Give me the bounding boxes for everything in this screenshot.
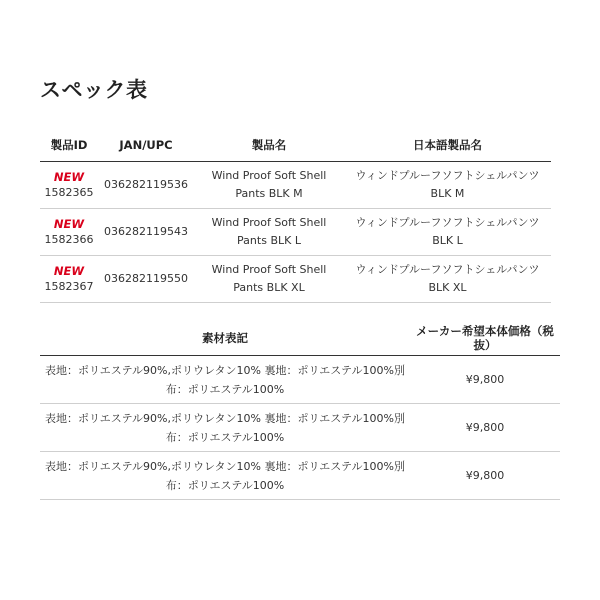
jan-code: 036282119550 xyxy=(98,256,194,303)
column-header-jan-upc: JAN/UPC xyxy=(98,128,194,162)
material-description: 表地：ポリエステル90%,ポリウレタン10% 裏地：ポリエステル100%別布：ポリエステル100% xyxy=(40,452,410,500)
product-id: 1582365 xyxy=(44,185,94,199)
product-name: Wind Proof Soft Shell Pants BLK XL xyxy=(194,256,344,303)
material-description: 表地：ポリエステル90%,ポリウレタン10% 裏地：ポリエステル100%別布：ポリエステル100% xyxy=(40,356,410,404)
japanese-product-name: ウィンドプルーフソフトシェルパンツ BLK L xyxy=(344,209,551,256)
japanese-product-name: ウィンドプルーフソフトシェルパンツ BLK XL xyxy=(344,256,551,303)
table-row xyxy=(40,162,551,209)
page-title: スペック表 xyxy=(40,78,148,102)
product-id-cell xyxy=(40,209,98,256)
table-row xyxy=(40,256,551,303)
column-header-product-name: 製品名 xyxy=(194,128,344,162)
product-id: 1582366 xyxy=(44,232,94,246)
table-row xyxy=(40,404,560,452)
price: ¥9,800 xyxy=(410,356,560,404)
product-spec-table xyxy=(40,128,551,303)
column-header-product-id: 製品ID xyxy=(40,128,98,162)
material-table-header-row xyxy=(40,320,560,356)
column-header-material: 素材表記 xyxy=(40,320,410,356)
jan-code: 036282119543 xyxy=(98,209,194,256)
price: ¥9,800 xyxy=(410,404,560,452)
new-badge: NEW xyxy=(53,263,85,278)
product-id: 1582367 xyxy=(44,279,94,293)
product-name: Wind Proof Soft Shell Pants BLK L xyxy=(194,209,344,256)
product-id-cell xyxy=(40,256,98,303)
product-id-cell xyxy=(40,162,98,209)
material-price-table xyxy=(40,320,560,500)
table-row xyxy=(40,356,560,404)
new-badge: NEW xyxy=(53,169,85,184)
material-description: 表地：ポリエステル90%,ポリウレタン10% 裏地：ポリエステル100%別布：ポリエステル100% xyxy=(40,404,410,452)
column-header-price: メーカー希望本体価格（税抜） xyxy=(410,320,560,356)
column-header-japanese-product-name: 日本語製品名 xyxy=(344,128,551,162)
product-table-header-row xyxy=(40,128,551,162)
jan-code: 036282119536 xyxy=(98,162,194,209)
product-name: Wind Proof Soft Shell Pants BLK M xyxy=(194,162,344,209)
table-row xyxy=(40,452,560,500)
price: ¥9,800 xyxy=(410,452,560,500)
japanese-product-name: ウィンドプルーフソフトシェルパンツ BLK M xyxy=(344,162,551,209)
new-badge: NEW xyxy=(53,216,85,231)
table-row xyxy=(40,209,551,256)
